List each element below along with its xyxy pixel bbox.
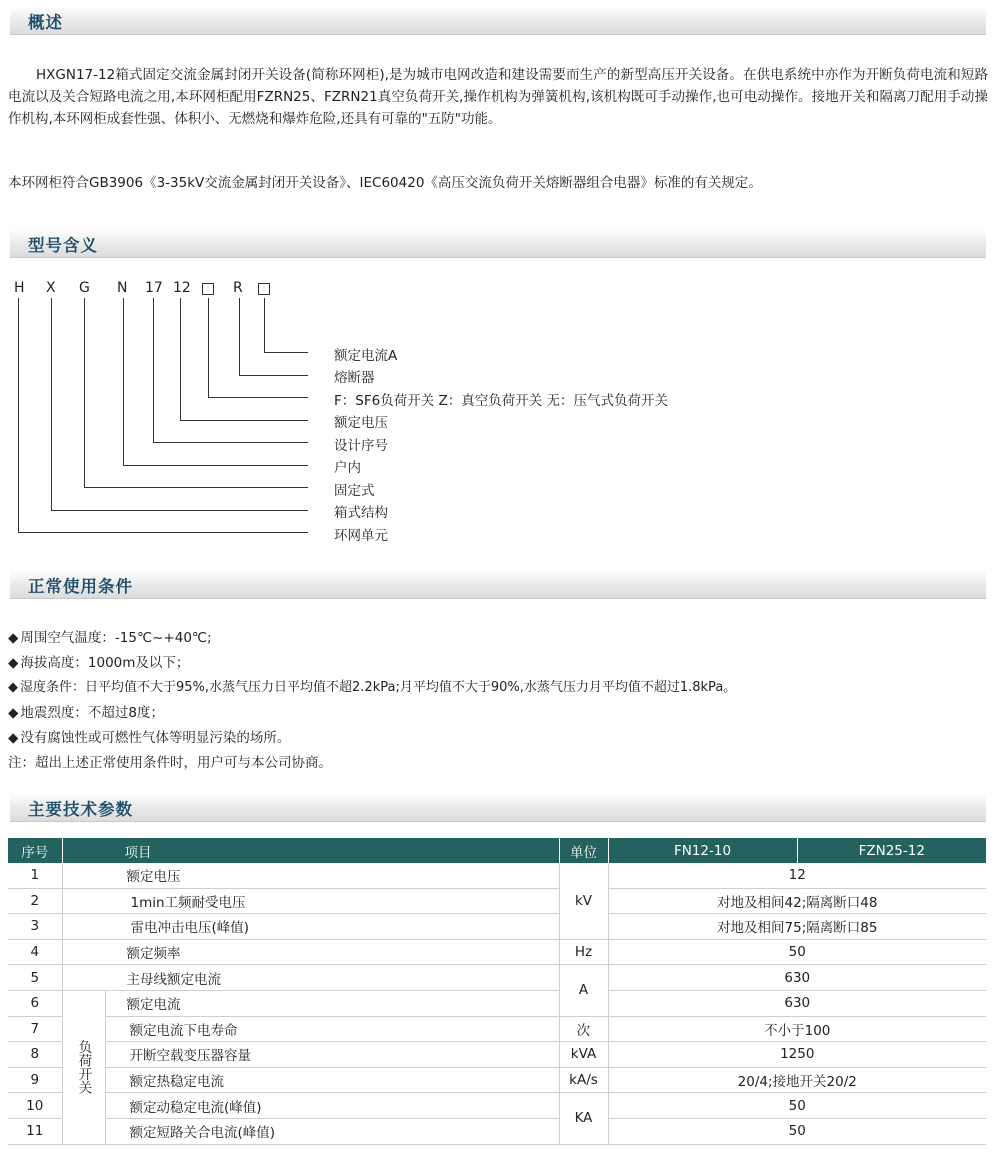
code-letter-12: 12 — [173, 280, 191, 296]
table-row: 11 额定短路关合电流(峰值) 50 — [8, 1118, 986, 1144]
unit-cell: KA — [559, 1093, 608, 1144]
diamond-bullet-icon: ◆ — [8, 655, 19, 671]
overview-standards: 本环网柜符合GB3906《3-35kV交流金属封闭开关设备》、IEC60420《高压交流负荷开关熔断器组合电器》标准的有关规定。 — [8, 175, 762, 191]
connector-line — [84, 298, 85, 487]
model-label: 户内 — [334, 460, 361, 476]
condition-item: ◆ 周围空气温度：-15℃~+40℃; — [8, 630, 212, 646]
code-letter-r: R — [233, 280, 243, 296]
table-header-row — [8, 838, 986, 863]
header-no: 序号 — [8, 838, 62, 863]
condition-item: ◆ 海拔高度：1000m及以下； — [8, 655, 190, 671]
model-label: 熔断器 — [334, 370, 375, 386]
diamond-bullet-icon: ◆ — [8, 680, 18, 695]
table-row: 7 额定电流下电寿命 次 不小于100 — [8, 1016, 986, 1042]
connector-line — [84, 487, 308, 488]
diamond-bullet-icon: ◆ — [8, 730, 19, 746]
table-row: 3 雷电冲击电压(峰值) 对地及相间75;隔离断口85 — [8, 914, 986, 940]
header-unit: 单位 — [559, 838, 608, 863]
code-letter-17: 17 — [145, 280, 163, 296]
table-row: 9 额定热稳定电流 kA/s 20/4;接地开关20/2 — [8, 1067, 986, 1093]
model-label: F：SF6负荷开关 Z：真空负荷开关 无：压气式负荷开关 — [334, 393, 669, 409]
diamond-bullet-icon: ◆ — [8, 705, 19, 721]
section-title: 型号含义 — [28, 236, 98, 255]
condition-item: ◆ 湿度条件：日平均值不大于95%,水蒸气压力日平均值不超2.2kPa;月平均值不大于90%,水蒸气压力月平均值不超过1.8kPa。 — [8, 680, 737, 695]
connector-line — [208, 298, 209, 397]
table-row: 1 额定电压 kV 12 — [8, 863, 986, 888]
connector-line — [123, 465, 308, 466]
table-row: 10 额定动稳定电流(峰值) KA 50 — [8, 1093, 986, 1119]
model-label: 额定电压 — [334, 415, 388, 431]
condition-note: 注：超出上述正常使用条件时，用户可与本公司协商。 — [8, 755, 332, 771]
connector-line — [18, 298, 19, 532]
section-header-specs — [10, 793, 986, 822]
diamond-bullet-icon: ◆ — [8, 630, 19, 646]
connector-line — [180, 298, 181, 420]
section-title: 正常使用条件 — [28, 577, 133, 596]
code-letter-g: G — [79, 280, 90, 296]
header-model-fn12: FN12-10 — [608, 838, 797, 863]
connector-line — [51, 510, 308, 511]
connector-line — [153, 298, 154, 442]
model-label: 额定电流A — [334, 348, 398, 364]
section-title: 概述 — [28, 13, 63, 32]
section-header-model — [10, 229, 986, 258]
header-item: 项目 — [62, 838, 559, 863]
overview-paragraph: HXGN17-12箱式固定交流金属封闭开关设备(简称环网柜),是为城市电网改造和建设需要而生产的新型高压开关设备。在供电系统中亦作为开断负荷电流和短路电流以及关合短路电流之用,本环网柜配用FZRN25、FZRN21真空负荷开关,操作机构为弹簧机构,该机构既可手动操作,也可电动操作。接地开关和隔离刀配用手动操作机构,本环网柜成套性强、体积小、无燃烧和爆炸危险,还具有可靠的"五防"功能。 — [8, 67, 988, 127]
group-label-load-switch: 负荷开关 — [62, 990, 105, 1144]
condition-item: ◆ 地震烈度：不超过8度； — [8, 705, 164, 721]
connector-line — [264, 298, 265, 352]
spec-table — [8, 838, 986, 1145]
model-label: 环网单元 — [334, 528, 388, 544]
table-row: 8 开断空载变压器容量 kVA 1250 — [8, 1042, 986, 1068]
code-letter-x: X — [46, 280, 56, 296]
connector-line — [153, 442, 308, 443]
model-label: 箱式结构 — [334, 505, 388, 521]
section-header-conditions — [10, 570, 986, 599]
code-placeholder-box — [202, 283, 214, 295]
table-row: 4 额定频率 Hz 50 — [8, 939, 986, 965]
connector-line — [18, 532, 308, 533]
unit-cell: A — [559, 965, 608, 1016]
connector-line — [239, 375, 308, 376]
section-header-overview — [10, 6, 986, 35]
section-title: 主要技术参数 — [28, 800, 133, 819]
header-model-fzn25: FZN25-12 — [797, 838, 986, 863]
connector-line — [180, 420, 308, 421]
connector-line — [51, 298, 52, 510]
code-placeholder-box — [258, 283, 270, 295]
connector-line — [264, 352, 308, 353]
model-label: 设计序号 — [334, 438, 388, 454]
table-row: 6 负荷开关 额定电流 630 — [8, 990, 986, 1016]
connector-line — [123, 298, 124, 465]
code-letter-h: H — [14, 280, 25, 296]
table-row: 2 1min工频耐受电压 对地及相间42;隔离断口48 — [8, 888, 986, 914]
table-row: 5 主母线额定电流 A 630 — [8, 965, 986, 991]
connector-line — [208, 397, 308, 398]
code-letter-n: N — [117, 280, 128, 296]
model-label: 固定式 — [334, 483, 375, 499]
unit-cell: kV — [559, 863, 608, 939]
connector-line — [239, 298, 240, 375]
condition-item: ◆ 没有腐蚀性或可燃性气体等明显污染的场所。 — [8, 730, 291, 746]
